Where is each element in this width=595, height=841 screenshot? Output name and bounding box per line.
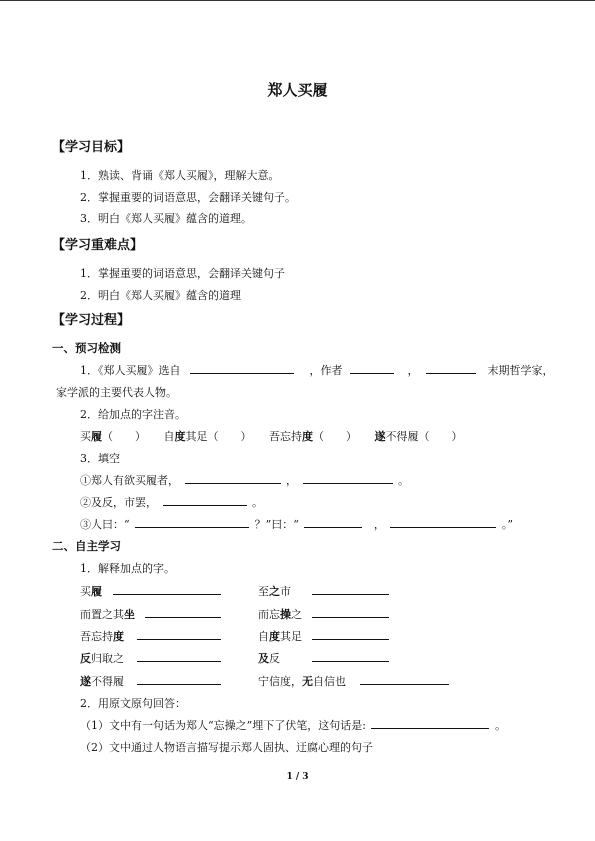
preview-q1-line2: 家学派的主要代表人物。 <box>56 386 177 399</box>
self-q2-1 <box>80 717 506 733</box>
phonetic-item: 买履（ ） <box>80 430 146 443</box>
goal-item: 2．掌握重要的词语意思，会翻译关键句子。 <box>80 191 296 204</box>
goal-item: 3．明白《郑人买履》蕴含的道理。 <box>80 212 252 225</box>
fill3-text-c: ， <box>373 518 385 531</box>
fill3-text-a: ③人曰：“ <box>80 518 130 531</box>
word-item: 买履 <box>80 585 102 598</box>
section-goals-heading: 【学习目标】 <box>52 140 131 155</box>
q2-1-text: （1）文中有一句话为郑人“忘操之”埋下了伏笔，这句话是: <box>80 719 366 732</box>
answer-blank[interactable] <box>137 661 221 662</box>
preview-q3: 3．填空 <box>80 452 120 465</box>
answer-blank[interactable] <box>113 594 221 595</box>
answer-blank[interactable] <box>145 617 221 618</box>
fill1-sep: ， <box>286 474 297 487</box>
word-item: 至之市 <box>258 585 291 598</box>
word-item: 吾忘持度 <box>80 630 124 643</box>
fill2-text: ②及反，市罢， <box>80 496 157 509</box>
word-item: 而忘操之 <box>258 608 302 621</box>
fill-line-1 <box>80 472 409 488</box>
fill-blank[interactable] <box>390 517 496 528</box>
word-item: 遂不得履 <box>80 675 124 688</box>
era-blank[interactable] <box>426 363 476 374</box>
keypoint-item: 2．明白《郑人买履》蕴含的道理 <box>80 289 241 302</box>
fill3-text-d: 。” <box>501 518 513 531</box>
answer-blank[interactable] <box>312 594 389 595</box>
q1-text-d: 末期哲学家， <box>487 364 554 377</box>
fill-blank[interactable] <box>304 517 362 528</box>
page-number: 1 / 3 <box>286 772 309 782</box>
answer-blank[interactable] <box>312 661 389 662</box>
answer-blank[interactable] <box>137 639 221 640</box>
answer-blank[interactable] <box>360 684 449 685</box>
fill-blank[interactable] <box>135 517 249 528</box>
answer-blank[interactable] <box>137 684 221 685</box>
goal-item: 1．熟读、背诵《郑人买履》，理解大意。 <box>80 169 280 182</box>
fill-blank[interactable] <box>185 473 281 484</box>
section-process-heading: 【学习过程】 <box>52 313 131 328</box>
self-q2-2: （2）文中通过人物语言描写提示郑人固执、迂腐心理的句子 <box>80 741 373 754</box>
self-study-heading: 二、自主学习 <box>52 539 121 553</box>
fill1-end: 。 <box>398 474 409 487</box>
fill2-end: 。 <box>252 496 263 509</box>
page-title: 郑人买履 <box>267 81 328 99</box>
fill3-text-b: ？”曰：“ <box>254 518 299 531</box>
fill1-text: ①郑人有欲买履者， <box>80 474 179 487</box>
fill-blank[interactable] <box>163 495 247 506</box>
preview-q1-line1 <box>80 362 554 378</box>
section-keypoints-heading: 【学习重难点】 <box>52 238 144 253</box>
answer-blank[interactable] <box>312 617 389 618</box>
phonetic-item: 吾忘持度（ ） <box>269 430 357 443</box>
preview-q2: 2．给加点的字注音。 <box>80 408 186 421</box>
word-item: 宁信度，无自信也 <box>258 675 346 688</box>
word-item: 而置之其坐 <box>80 608 135 621</box>
self-q2: 2．用原文原句回答： <box>80 697 186 710</box>
q1-text-c: ， <box>407 364 419 377</box>
self-q1: 1．解释加点的字。 <box>80 562 175 575</box>
phonetic-item: 遂不得履（ ） <box>374 430 463 443</box>
keypoint-item: 1．掌握重要的词语意思，会翻译关键句子 <box>80 267 285 280</box>
answer-blank[interactable] <box>312 639 389 640</box>
phonetic-row <box>80 428 463 444</box>
preview-heading: 一、预习检测 <box>52 341 121 355</box>
author-blank[interactable] <box>350 363 394 374</box>
phonetic-item: 自度其足（ ） <box>163 430 252 443</box>
fill-line-2 <box>80 494 263 510</box>
source-blank[interactable] <box>190 363 294 374</box>
word-item: 及反 <box>258 652 280 665</box>
q2-1-end: 。 <box>494 719 506 732</box>
fill-blank[interactable] <box>303 473 393 484</box>
answer-blank[interactable] <box>371 718 489 729</box>
q1-text-a: 1．《郑人买履》选自 <box>80 364 181 377</box>
word-item: 反归取之 <box>80 652 124 665</box>
word-item: 自度其足 <box>258 630 302 643</box>
top-rule <box>0 0 595 1</box>
fill-line-3 <box>80 516 513 532</box>
q1-text-b: ，作者 <box>309 364 343 377</box>
